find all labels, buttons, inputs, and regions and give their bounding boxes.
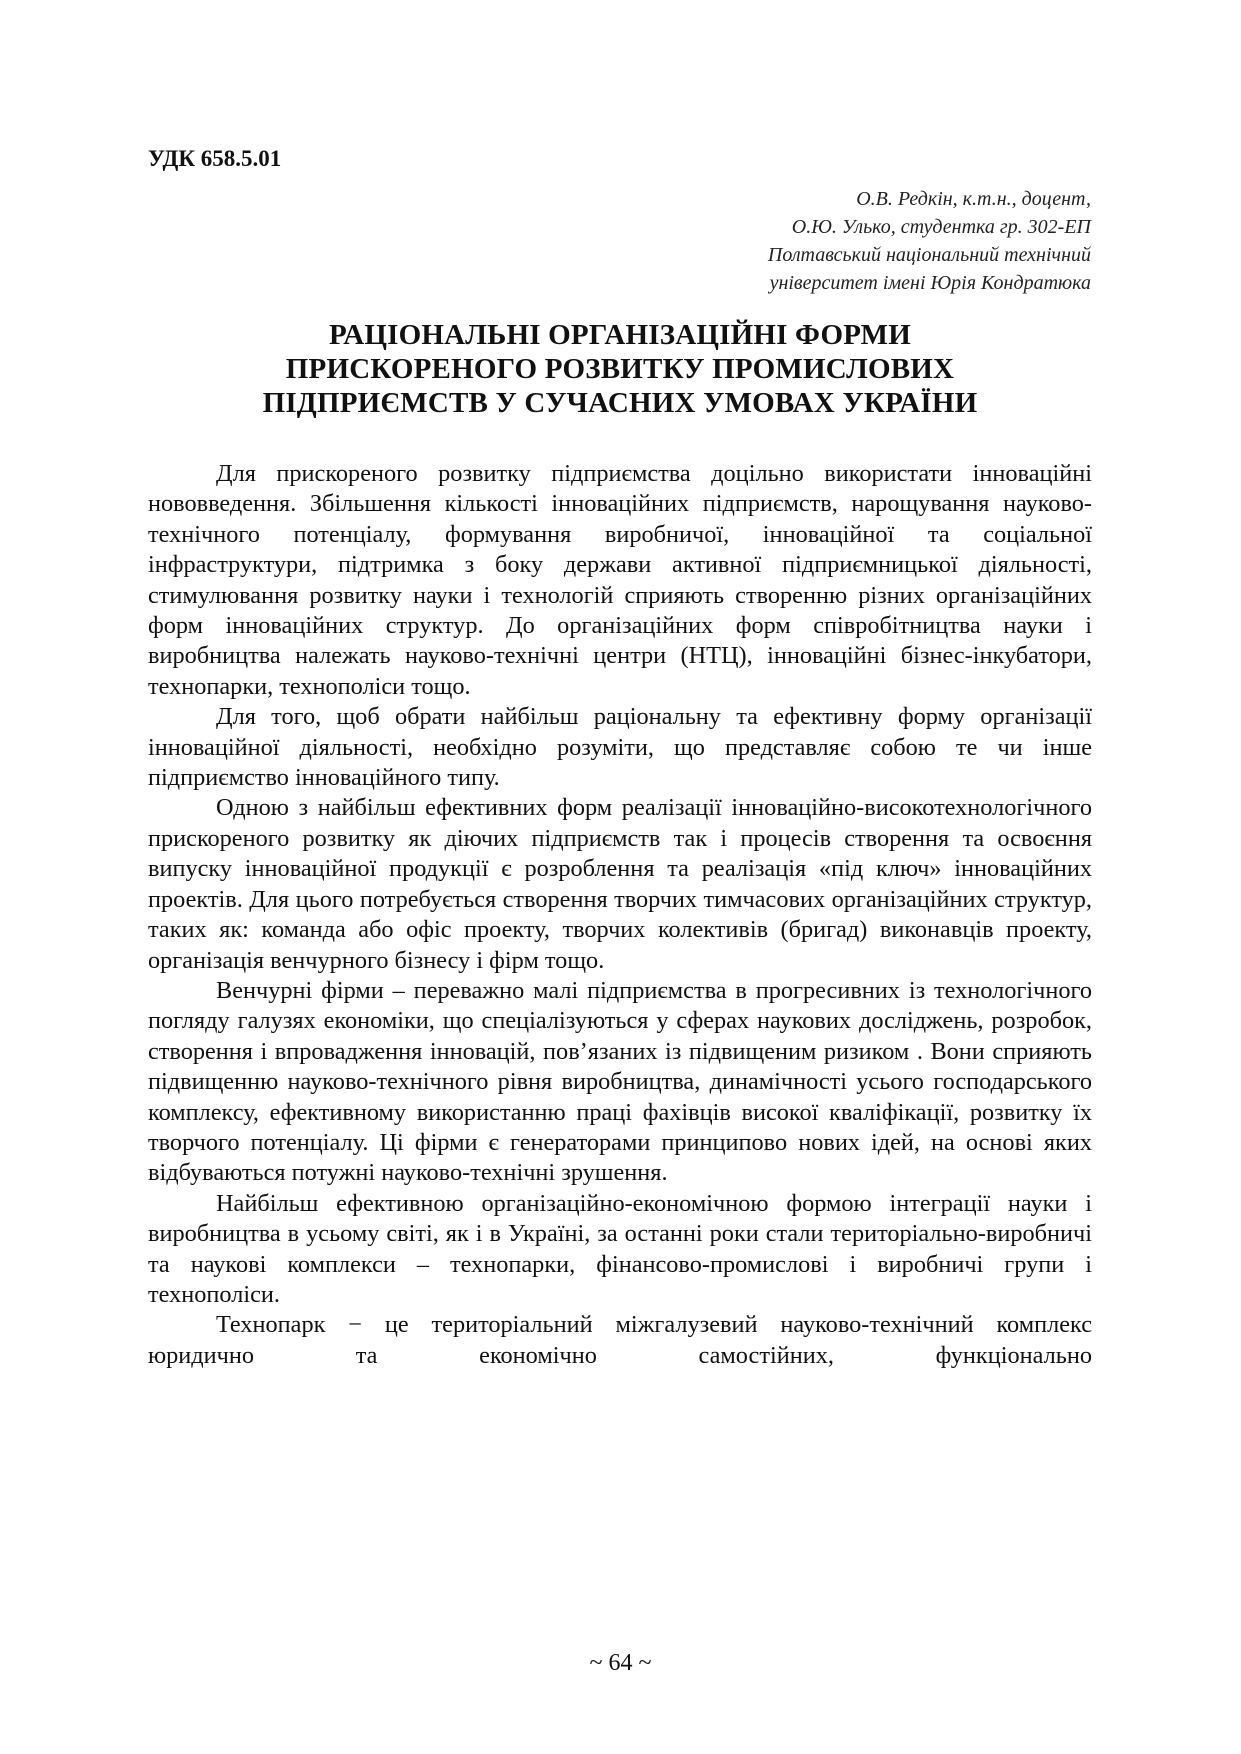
page-number: ~ 64 ~ (589, 1650, 652, 1676)
author-block (768, 185, 1091, 297)
paragraph-1: Для прискореного розвитку підприємства доцільно використати інноваційні нововведення. Збільшення кількості інноваційних підприємств, нарощування науково-технічного потенціалу, формування виробничої, інноваційної та соціальної інфраструктури, підтримка з боку держави активної підприємницької діяльності, стимулювання розвитку науки і технологій сприяють створенню різних організаційних форм інноваційних структур. До організаційних форм співробітництва науки і виробництва належать науково-технічні центри (НТЦ), інноваційні бізнес-інкубатори, технопарки, технополіси тощо. (148, 460, 1092, 700)
author-line-1: О.В. Редкін, к.т.н., доцент, (856, 188, 1091, 210)
udk-code: УДК 658.5.01 (148, 146, 282, 171)
paper-title (148, 318, 1092, 420)
paragraph-4: Венчурні фірми – переважно малі підприємства в прогресивних із технологічного погляду галузях економіки, що спеціалізуються у сферах наукових досліджень, розробок, створення і впровадження інновацій, пов’язаних із підвищеним ризиком . Вони сприяють підвищенню науково-технічного рівня виробництва, динамічності усього господарського комплексу, ефективному використанню праці фахівців високої кваліфікації, розвитку їх творчого потенціалу. Ці фірми є генераторами принципово нових ідей, на основі яких відбуваються потужні науково-технічні зрушення. (148, 976, 1092, 1187)
paragraph-6: Технопарк − це територіальний міжгалузевий науково-технічний комплекс юридично та економічно самостійних, функціонально (148, 1311, 1092, 1369)
affiliation-line-2: університет імені Юрія Кондратюка (769, 272, 1091, 294)
paragraph-2: Для того, щоб обрати найбільш раціональну та ефективну форму організації інноваційної діяльності, необхідно розуміти, що представляє собою те чи інше підприємство інноваційного типу. (148, 703, 1092, 792)
paragraph-5: Найбільш ефективною організаційно-економічною формою інтеграції науки і виробництва в усьому світі, як і в Україні, за останні роки стали територіально-виробничі та наукові комплекси – технопарки, фінансово-промислові і виробничі групи і технополіси. (148, 1189, 1092, 1308)
author-line-2: О.Ю. Улько, студентка гр. 302-ЕП (791, 216, 1091, 238)
body-text (148, 459, 1092, 1371)
affiliation-line-1: Полтавський національний технічний (767, 244, 1091, 266)
title-line-1: РАЦІОНАЛЬНІ ОРГАНІЗАЦІЙНІ ФОРМИ (329, 319, 911, 351)
title-line-3: ПІДПРИЄМСТВ У СУЧАСНИХ УМОВАХ УКРАЇНИ (262, 387, 978, 419)
title-line-2: ПРИСКОРЕНОГО РОЗВИТКУ ПРОМИСЛОВИХ (285, 353, 955, 385)
paragraph-3: Одною з найбільш ефективних форм реалізації інноваційно-високотехнологічного прискореного розвитку як діючих підприємств так і процесів створення та освоєння випуску інноваційної продукції є розроблення та реалізація «під ключ» інноваційних проектів. Для цього потребується створення творчих тимчасових організаційних структур, таких як: команда або офіс проекту, творчих колективів (бригад) виконавців проекту, організація венчурного бізнесу і фірм тощо. (148, 794, 1092, 974)
